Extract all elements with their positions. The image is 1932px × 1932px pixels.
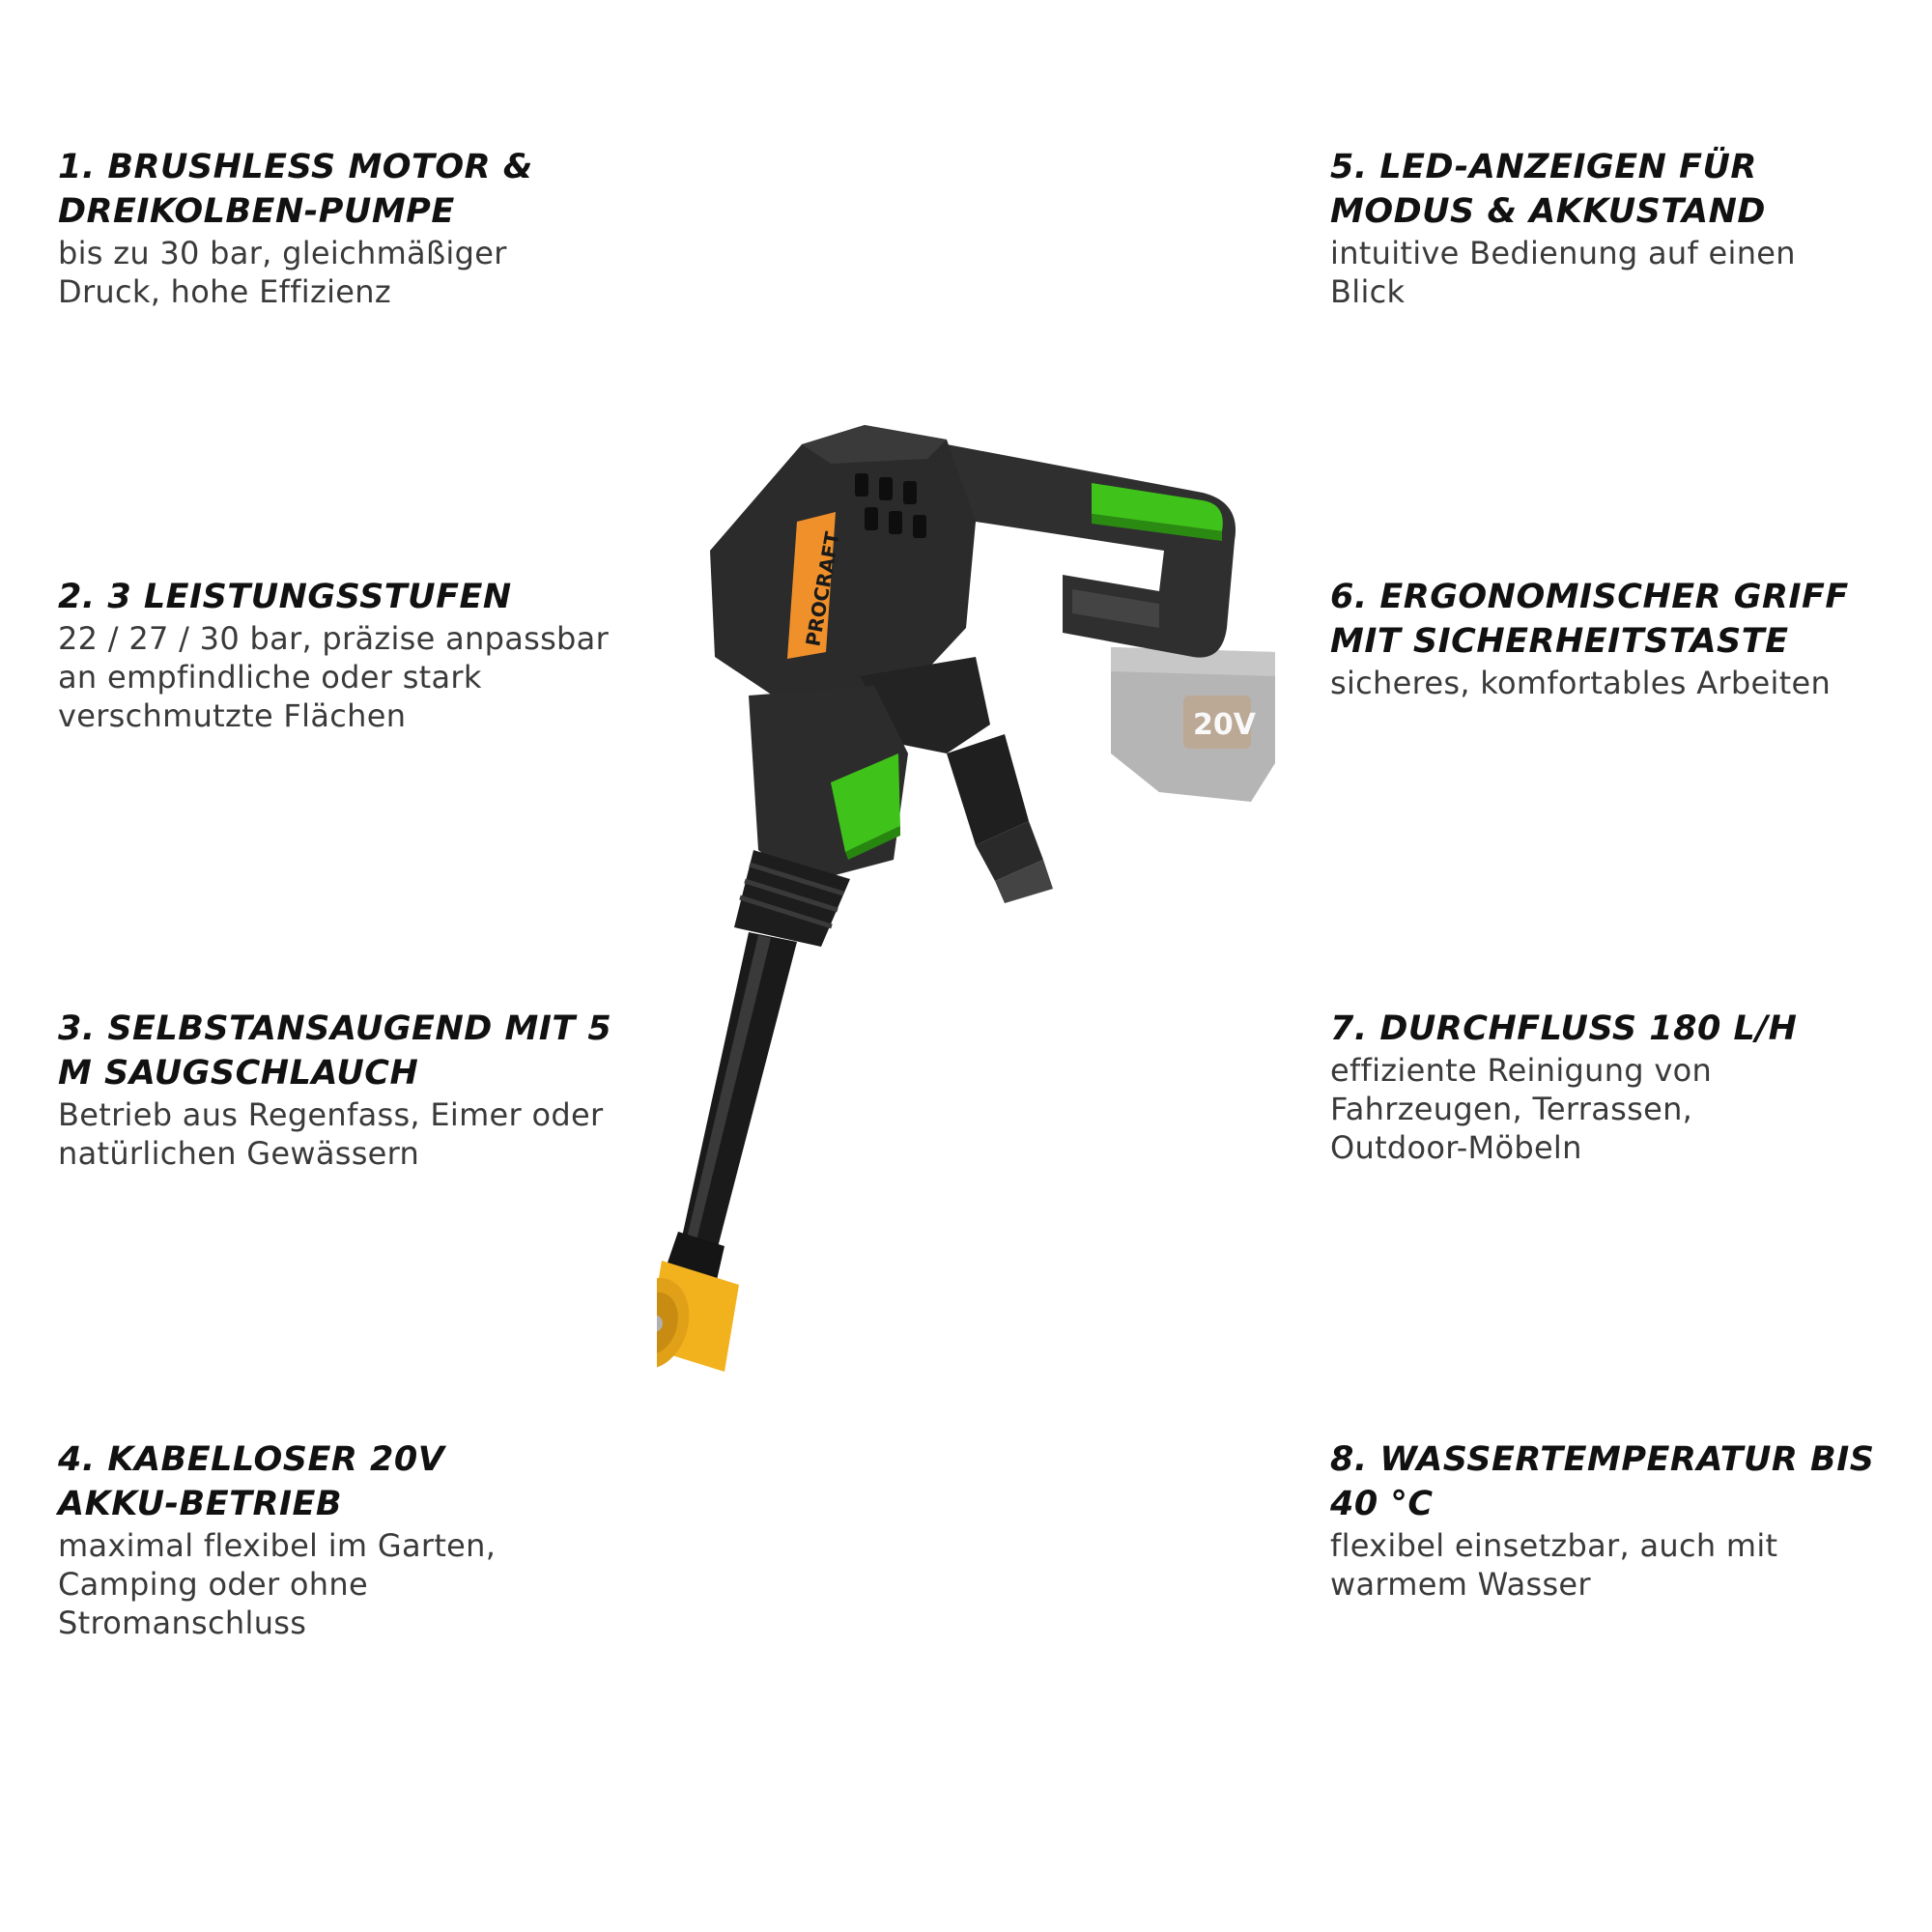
feature-power-levels xyxy=(58,575,657,735)
feature-brushless-motor xyxy=(58,145,657,311)
feature-description: sicheres, komfortables Arbeiten xyxy=(1330,665,1832,701)
nozzle-head xyxy=(657,1261,739,1378)
feature-title: 6. ERGONOMISCHER GRIFF MIT SICHERHEITSTASTE xyxy=(1330,578,1849,661)
battery-pack xyxy=(1111,647,1275,802)
feature-title: 8. WASSERTEMPERATUR BIS 40 °C xyxy=(1330,1440,1875,1523)
feature-title: 5. LED-ANZEIGEN FÜR MODUS & AKKUSTAND xyxy=(1330,148,1766,231)
feature-description: maximal flexibel im Garten, Camping oder ohne Stromanschluss xyxy=(58,1527,497,1641)
feature-title: 7. DURCHFLUSS 180 L/H xyxy=(1330,1009,1798,1048)
battery-label: 20V xyxy=(1193,708,1256,742)
feature-description: intuitive Bedienung auf einen Blick xyxy=(1330,235,1796,310)
feature-description: effiziente Reinigung von Fahrzeugen, Terrassen, Outdoor-Möbeln xyxy=(1330,1052,1713,1166)
feature-flow-rate xyxy=(1330,1007,1910,1167)
water-inlet xyxy=(947,734,1053,903)
feature-title: 3. SELBSTANSAUGEND MIT 5 M SAUGSCHLAUCH xyxy=(58,1009,612,1093)
feature-cordless-battery xyxy=(58,1437,657,1642)
feature-description: bis zu 30 bar, gleichmäßiger Druck, hohe Effizienz xyxy=(58,235,507,310)
feature-title: 4. KABELLOSER 20V AKKU-BETRIEB xyxy=(58,1440,445,1523)
feature-self-priming xyxy=(58,1007,657,1173)
feature-water-temperature xyxy=(1330,1437,1910,1604)
feature-description: flexibel einsetzbar, auch mit warmem Wasser xyxy=(1330,1527,1778,1603)
pressure-washer-image xyxy=(657,406,1294,1391)
feature-description: Betrieb aus Regenfass, Eimer oder natürlichen Gewässern xyxy=(58,1096,604,1172)
feature-title: 1. BRUSHLESS MOTOR & DREIKOLBEN-PUMPE xyxy=(58,148,533,231)
feature-title: 2. 3 LEISTUNGSSTUFEN xyxy=(58,578,512,616)
feature-led-indicators xyxy=(1330,145,1910,311)
feature-ergonomic-grip xyxy=(1330,575,1910,702)
brand-label: PROCRAFT xyxy=(801,529,844,648)
feature-description: 22 / 27 / 30 bar, präzise anpassbar an empfindliche oder stark verschmutzte Flächen xyxy=(58,620,610,734)
